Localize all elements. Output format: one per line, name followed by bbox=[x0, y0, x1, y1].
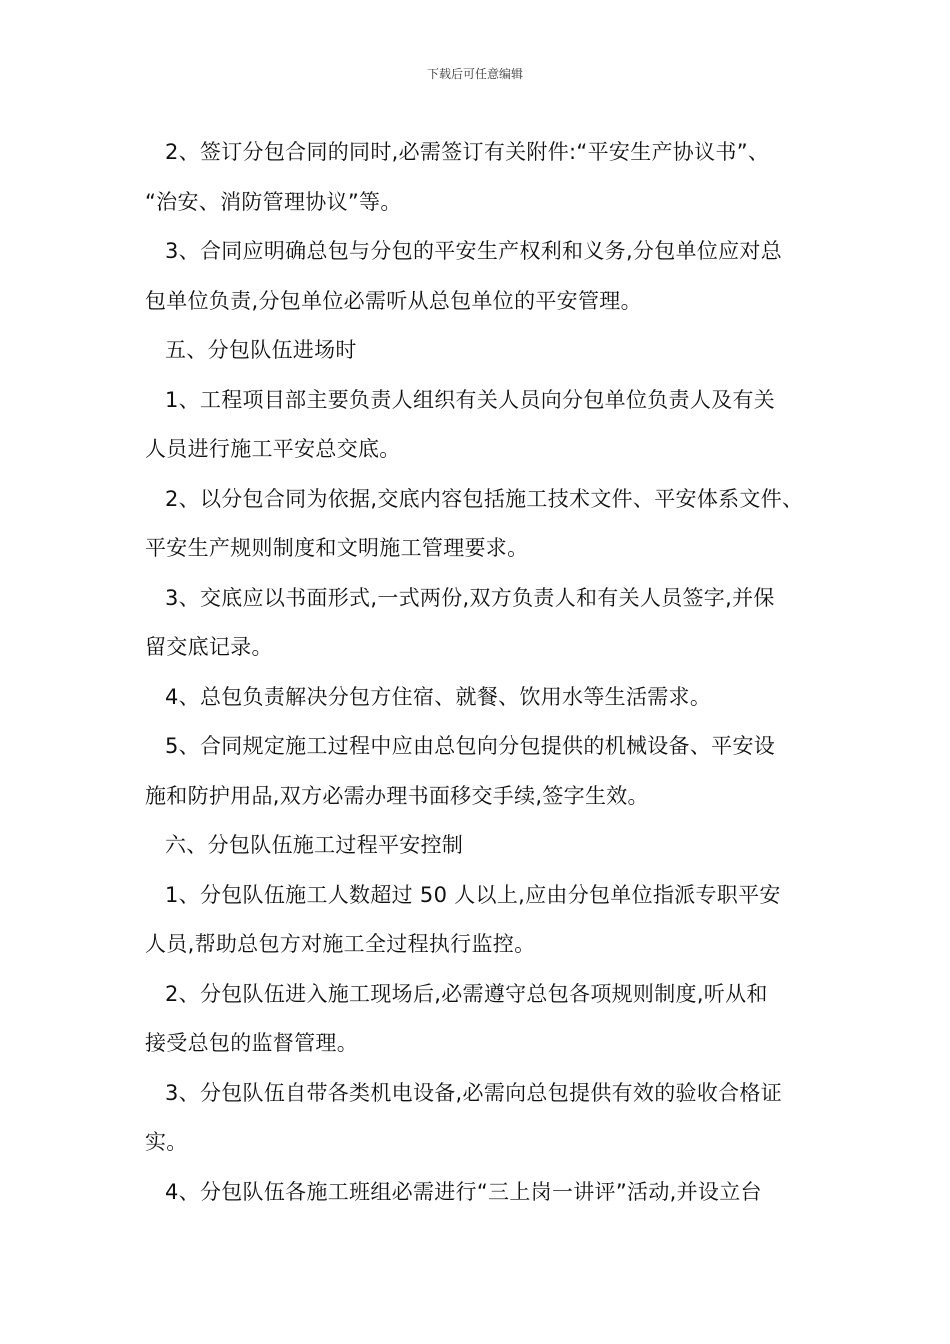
text-line: 3、合同应明确总包与分包的平安生产权利和义务,分包单位应对总 bbox=[165, 239, 783, 263]
text-line: 2、以分包合同为依据,交底内容包括施工技术文件、平安体系文件、 bbox=[165, 486, 804, 511]
text-line: 1、工程项目部主要负责人组织有关人员向分包单位负责人及有关 bbox=[165, 387, 776, 412]
page-header: 下载后可任意编辑 bbox=[426, 67, 523, 81]
text-line: 2、分包队伍进入施工现场后,必需遵守总包各项规则制度,听从和 bbox=[165, 981, 768, 1006]
text-line: 3、分包队伍自带各类机电设备,必需向总包提供有效的验收合格证 bbox=[165, 1080, 783, 1105]
section-heading: 六、分包队伍施工过程平安控制 bbox=[165, 833, 464, 857]
text-line: 2、签订分包合同的同时,必需签订有关附件:“平安生产协议书”、 bbox=[165, 140, 770, 164]
text-line: 1、分包队伍施工人数超过 50 人以上,应由分包单位指派专职平安 bbox=[165, 882, 781, 907]
text-line: 4、总包负责解决分包方住宿、就餐、饮用水等生活需求。 bbox=[165, 684, 712, 709]
text-line: 人员进行施工平安总交底。 bbox=[145, 437, 401, 461]
text-line: 3、交底应以书面形式,一式两份,双方负责人和有关人员签字,并保 bbox=[165, 585, 775, 610]
document-body bbox=[145, 128, 825, 1217]
text-line: 5、合同规定施工过程中应由总包向分包提供的机械设备、平安设 bbox=[165, 734, 776, 758]
text-line: 实。 bbox=[145, 1130, 188, 1154]
text-line: 4、分包队伍各施工班组必需进行“三上岗一讲评”活动,并设立台 bbox=[165, 1179, 762, 1204]
section-heading: 五、分包队伍进场时 bbox=[165, 338, 357, 362]
text-line: 留交底记录。 bbox=[145, 635, 273, 659]
text-line: 接受总包的监督管理。 bbox=[145, 1031, 358, 1055]
text-line: 包单位负责,分包单位必需听从总包单位的平安管理。 bbox=[145, 288, 642, 313]
text-line: “治安、消防管理协议”等。 bbox=[145, 189, 402, 214]
text-line: 人员,帮助总包方对施工全过程执行监控。 bbox=[145, 932, 536, 956]
text-line: 平安生产规则制度和文明施工管理要求。 bbox=[145, 536, 529, 560]
text-line: 施和防护用品,双方必需办理书面移交手续,签字生效。 bbox=[145, 783, 649, 808]
